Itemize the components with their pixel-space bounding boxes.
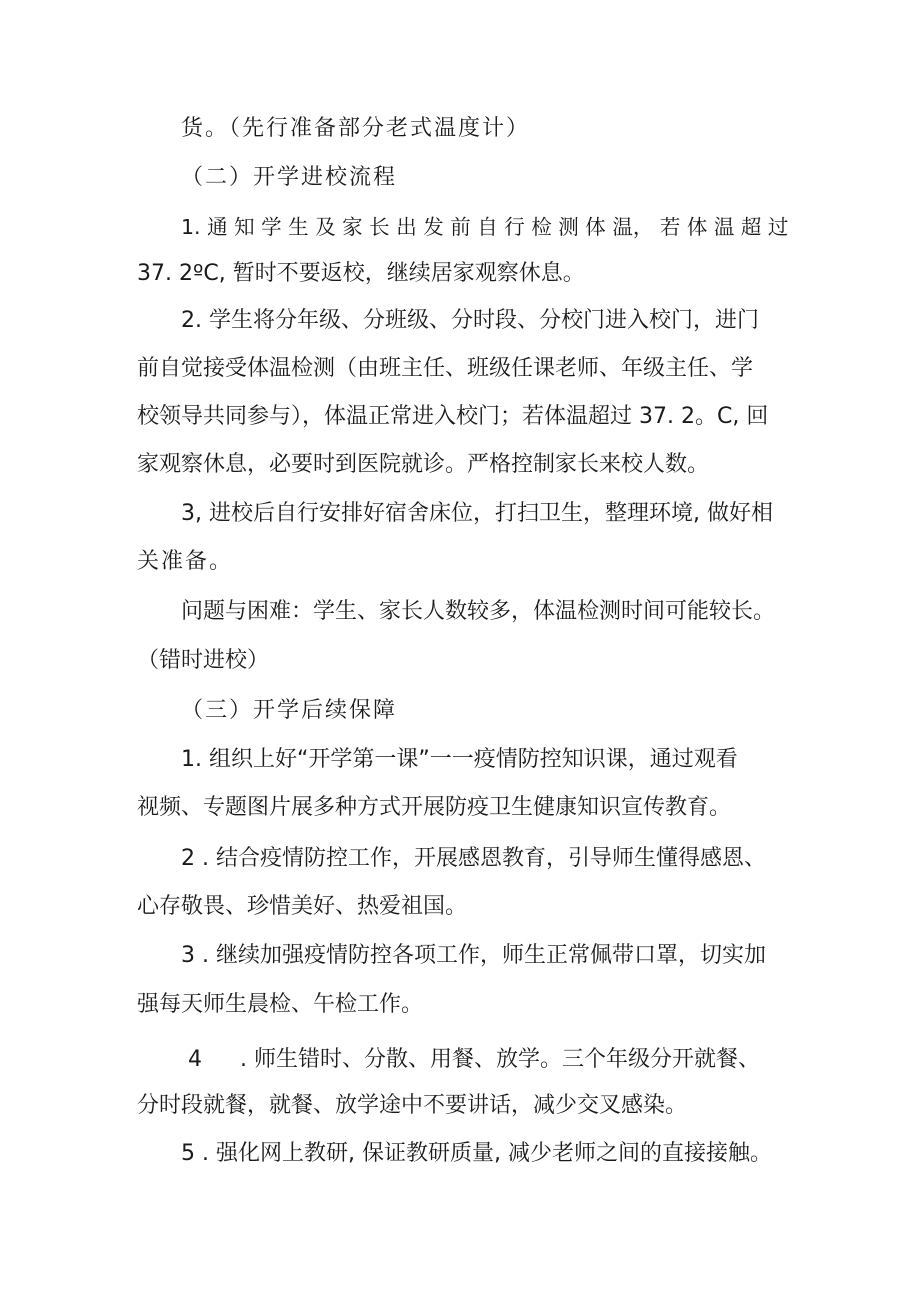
section-3-item-3-line-2: 强每天师生晨检、午检工作。: [137, 992, 424, 1017]
problem-line-1: 问题与困难：学生、家长人数较多，体温检测时间可能较长。: [181, 599, 776, 624]
section-2-item-2-line-2: 前自觉接受体温检测（由班主任、班级任课老师、年级主任、学: [137, 356, 754, 381]
section-2-item-2-line-3: 校领导共同参与），体温正常进入校门；若体温超过 37. 2。C, 回: [137, 404, 769, 429]
section-3-item-2-line-1: 2 . 结合疫情防控工作，开展感恩教育，引导师生懂得感恩、: [181, 846, 766, 871]
section-2-item-3-line-1: 3, 进校后自行安排好宿舍床位，打扫卫生，整理环境, 做好相: [181, 501, 773, 526]
section-3-item-5-line-1: 5 . 强化网上教研, 保证教研质量, 减少老师之间的直接接触。: [181, 1141, 772, 1166]
section-3-item-3-line-1: 3 . 继续加强疫情防控各项工作，师生正常佩带口罩，切实加: [181, 943, 766, 968]
problem-line-2: （错时进校）: [137, 648, 270, 673]
section-3-item-4-line-2: 分时段就餐，就餐、放学途中不要讲话，减少交叉感染。: [137, 1093, 688, 1118]
section-2-item-1-line-1: 1. 通 知 学 生 及 家 长 出 发 前 自 行 检 测 体 温， 若 体 温 超 过: [181, 215, 789, 239]
section-2-item-3-line-2: 关准备。: [137, 549, 234, 574]
section-3-item-4-number: 4: [188, 1047, 202, 1072]
section-2-item-2-line-4: 家观察休息，必要时到医院就诊。严格控制家长来校人数。: [137, 452, 710, 477]
section-3-item-4-line-1: . 师生错时、分散、用餐、放学。三个年级分开就餐、: [240, 1047, 760, 1072]
section-3-item-1-line-2: 视频、专题图片展多种方式开展防疫卫生健康知识宣传教育。: [137, 795, 732, 820]
intro-line: 货。（先行准备部分老式温度计）: [181, 116, 531, 141]
section-2-item-2-line-1: 2. 学生将分年级、分班级、分时段、分校门进入校门，进门: [181, 308, 759, 333]
section-3-heading: （三）开学后续保障: [181, 698, 398, 723]
section-2-heading: （二）开学进校流程: [181, 165, 398, 190]
section-3-item-1-line-1: 1. 组织上好“开学第一课”一一疫情防控知识课，通过观看: [181, 747, 738, 772]
section-3-item-2-line-2: 心存敬畏、珍惜美好、热爱祖国。: [137, 894, 468, 919]
section-2-item-1-line-2: 37. 2ºC, 暂时不要返校，继续居家观察休息。: [137, 261, 585, 286]
